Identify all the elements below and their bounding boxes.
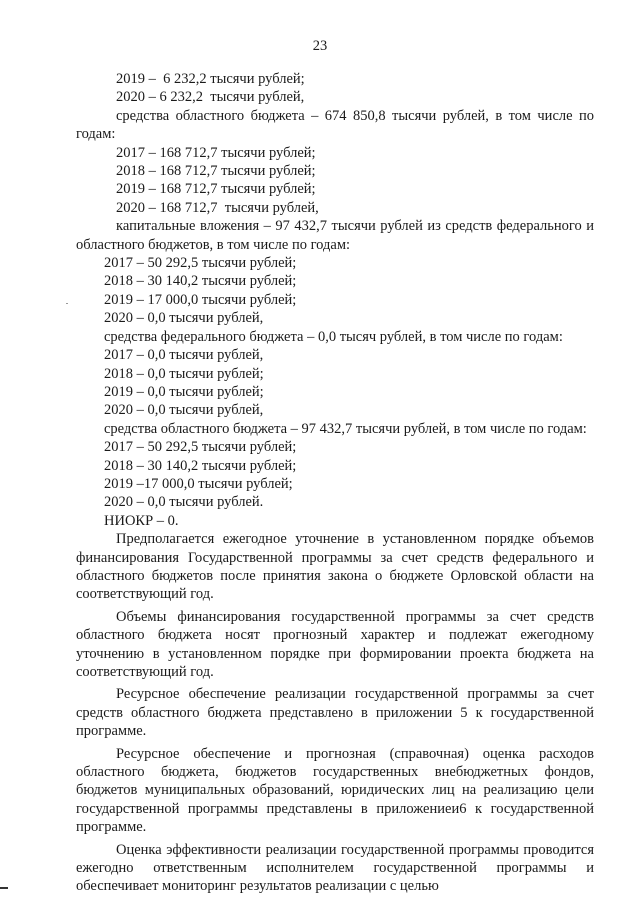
- text-paragraph: Ресурсное обеспечение и прогнозная (справочная) оценка расходов областного бюджета, бюджетов государственных внебюджетных фондов, бюджетов муниципальных образований, юридических лиц на реализацию цели государственной программы представлены в приложениеи6 к государственной программе.: [76, 745, 594, 836]
- text-line: 2017 – 50 292,5 тысячи рублей;: [104, 439, 297, 456]
- margin-mark: [0, 887, 8, 889]
- text-line: 2019 – 0,0 тысячи рублей;: [104, 383, 264, 400]
- scan-speck: [66, 303, 68, 304]
- text-paragraph: Ресурсное обеспечение реализации государственной программы за счет средств областного бюджета представлено в приложении 5 к государственной программе.: [76, 686, 594, 740]
- text-line: средства федерального бюджета – 0,0 тысяч рублей, в том числе по годам:: [104, 328, 563, 345]
- text-line: 2019 – 168 712,7 тысячи рублей;: [116, 181, 316, 198]
- text-line: 2019 – 17 000,0 тысячи рублей;: [104, 291, 297, 308]
- document-body: [76, 70, 594, 896]
- text-line: 2018 – 0,0 тысячи рублей;: [104, 365, 264, 382]
- text-line: 2020 – 168 712,7 тысячи рублей,: [116, 199, 319, 216]
- text-line: 2020 – 0,0 тысячи рублей.: [104, 494, 264, 511]
- text-line: 2017 – 168 712,7 тысячи рублей;: [116, 144, 316, 161]
- text-line: 2017 – 0,0 тысячи рублей,: [104, 347, 264, 364]
- text-paragraph: Предполагается ежегодное уточнение в установленном порядке объемов финансирования Государственной программы за счет средств федерального и областного бюджетов после принятия закона о бюджете Орловской области на соответствующий год.: [76, 531, 594, 603]
- text-paragraph: Объемы финансирования государственной программы за счет средств областного бюджета носят прогнозный характер и подлежат ежегодному уточнению в установленном порядке при формировании проекта бюджета на соответствующий год.: [76, 608, 594, 680]
- text-line: 2019 –17 000,0 тысячи рублей;: [104, 475, 293, 492]
- text-line: НИОКР – 0.: [104, 512, 179, 529]
- text-line: 2018 – 168 712,7 тысячи рублей;: [116, 163, 316, 180]
- text-paragraph: Оценка эффективности реализации государственной программы проводится ежегодно ответственным исполнителем государственной программы и обеспечивает мониторинг результатов реализации с целью: [76, 841, 594, 895]
- text-line: 2018 – 30 140,2 тысячи рублей;: [104, 457, 297, 474]
- text-paragraph: средства областного бюджета – 97 432,7 тысячи рублей, в том числе по годам:: [104, 420, 587, 437]
- text-line: 2018 – 30 140,2 тысячи рублей;: [104, 273, 297, 290]
- page-number: 23: [312, 38, 328, 54]
- text-line: 2017 – 50 292,5 тысячи рублей;: [104, 255, 297, 272]
- text-line: 2020 – 0,0 тысячи рублей,: [104, 402, 264, 419]
- text-line: 2019 – 6 232,2 тысячи рублей;: [116, 71, 305, 87]
- text-paragraph: средства областного бюджета – 674 850,8 тысячи рублей, в том числе по годам:: [76, 107, 594, 143]
- text-line: 2020 – 0,0 тысячи рублей,: [104, 310, 264, 327]
- text-paragraph: капитальные вложения – 97 432,7 тысячи рублей из средств федерального и областного бюджетов, в том числе по годам:: [76, 218, 594, 253]
- text-line: 2020 – 6 232,2 тысячи рублей,: [116, 89, 305, 106]
